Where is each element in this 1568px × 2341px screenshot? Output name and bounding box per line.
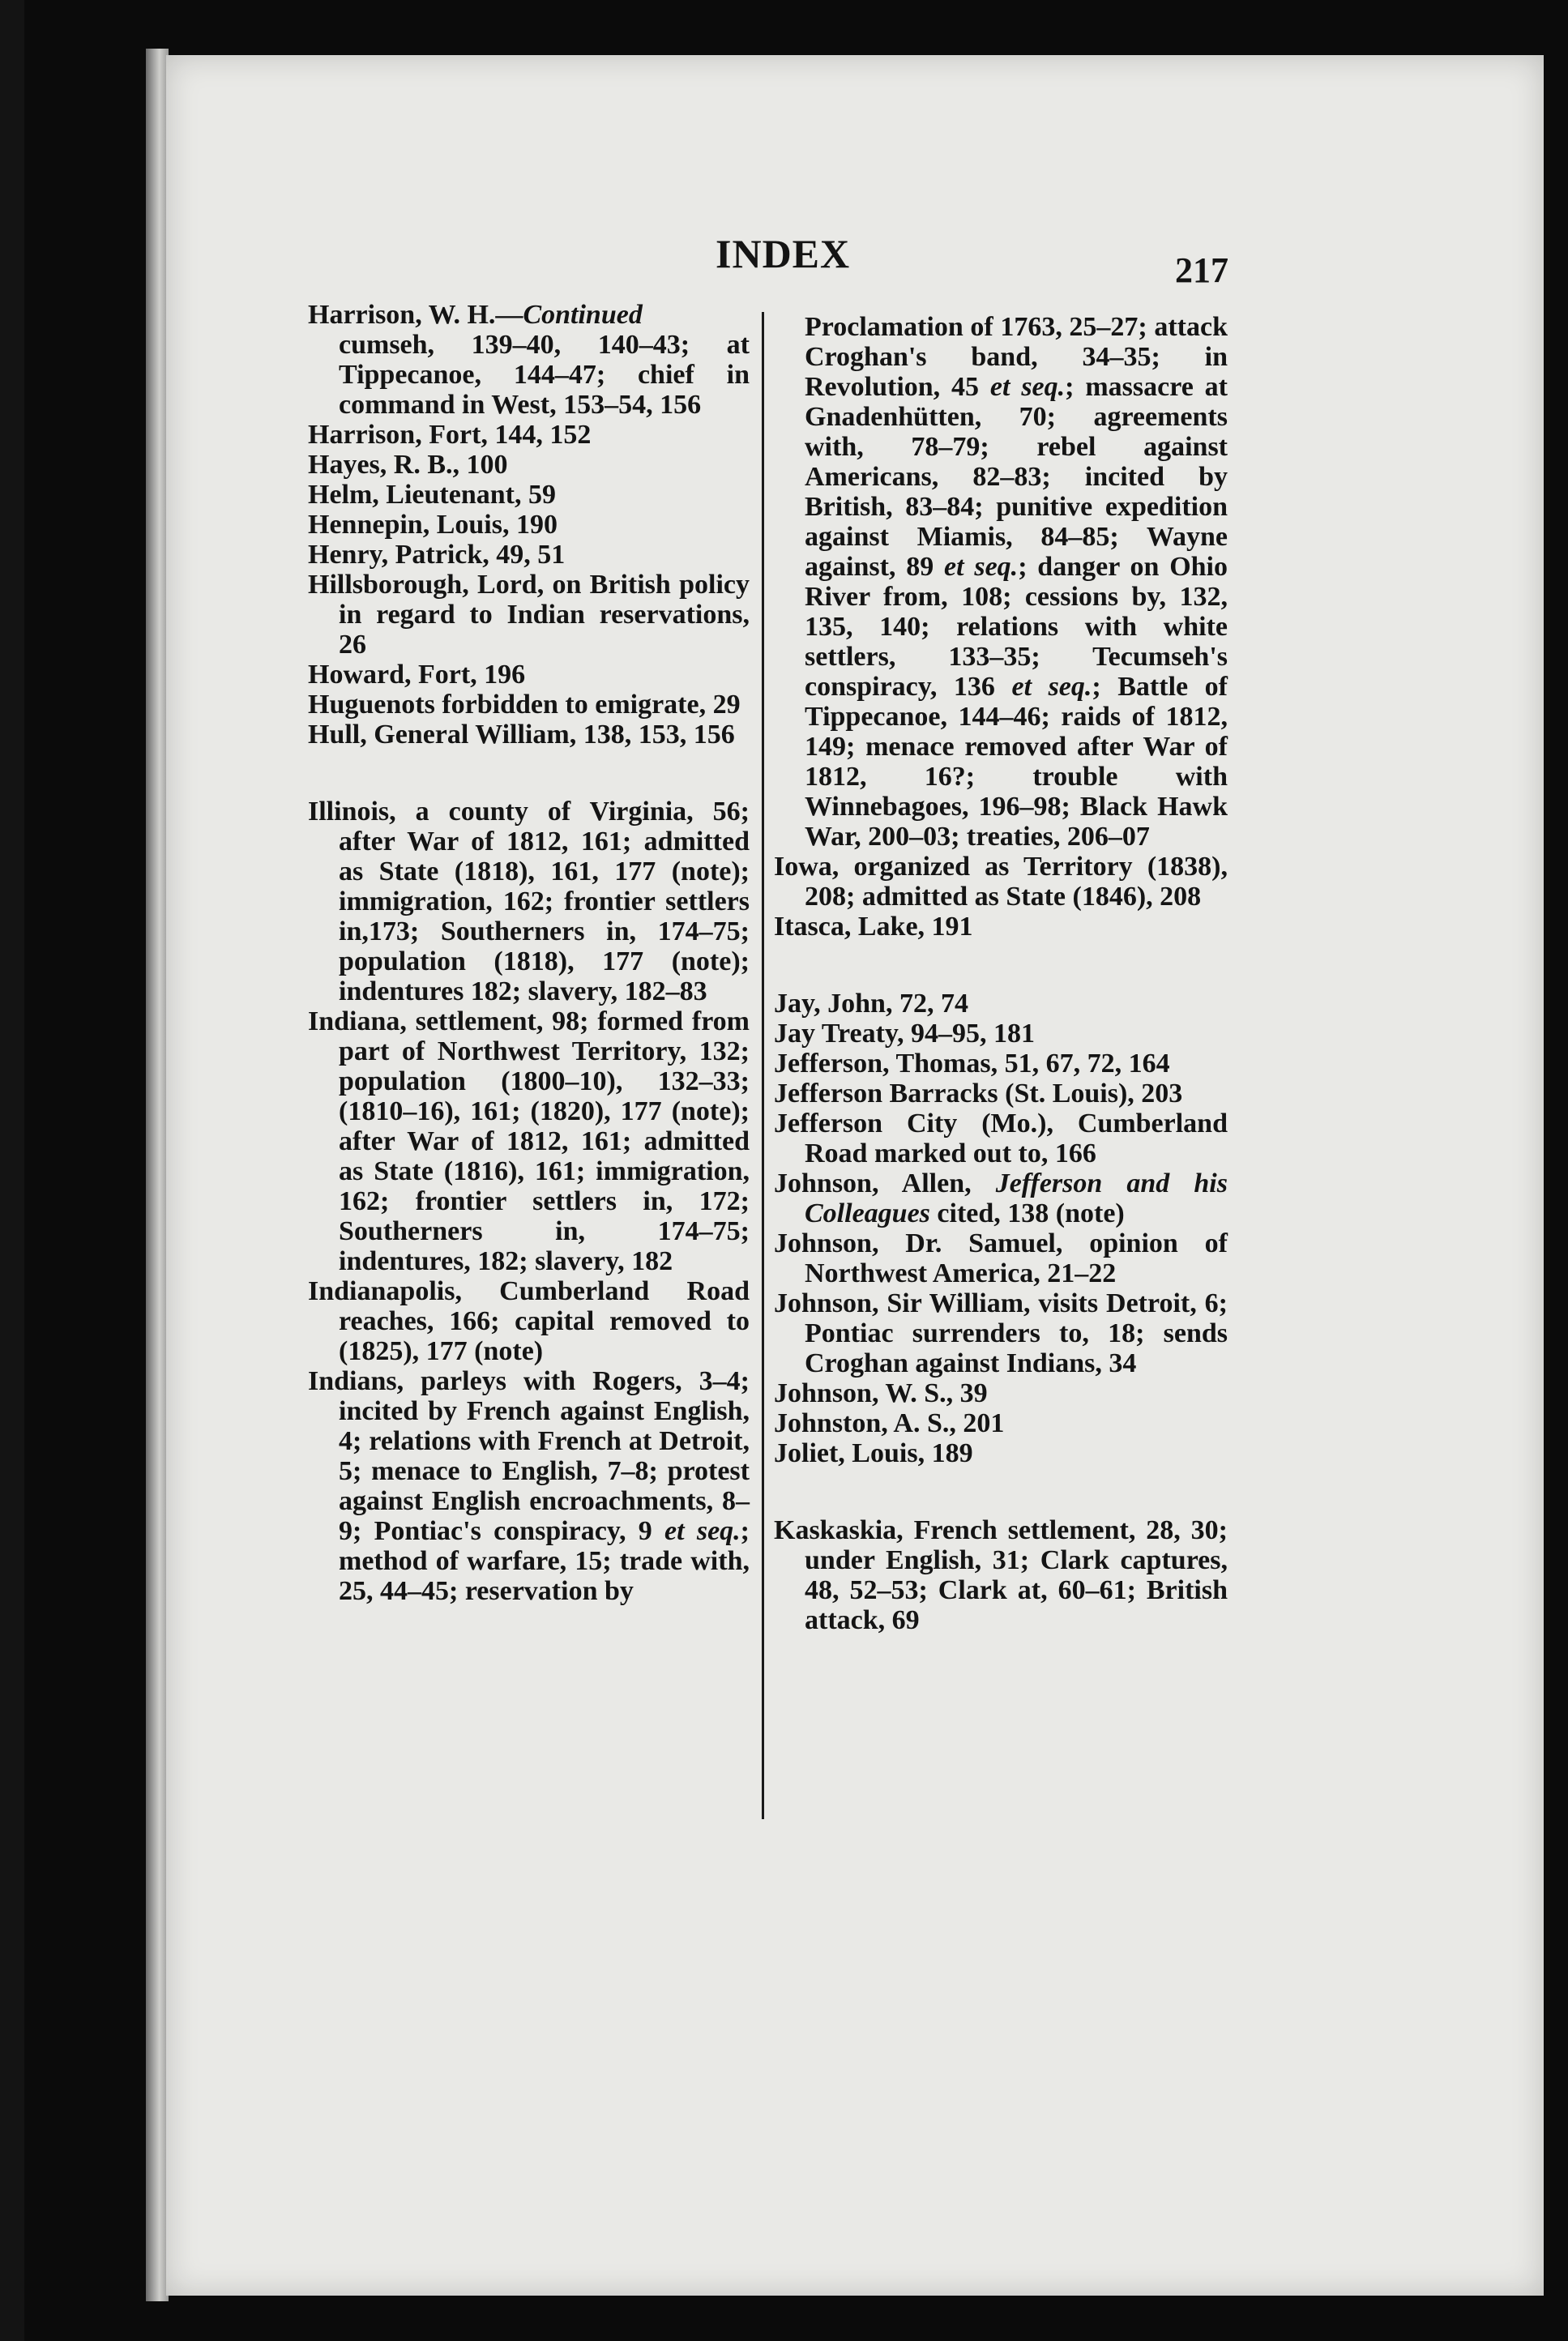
index-entry-johnston: Johnston, A. S., 201 bbox=[774, 1408, 1005, 1438]
index-entry-iowa: Iowa, organized as Territory (1838), 208; admitted as State (1846), 208 bbox=[774, 852, 1228, 912]
entry-italic: et seq. bbox=[1011, 672, 1092, 702]
index-entry-hillsborough: Hillsborough, Lord, on British policy in regard to Indian reservations, 26 bbox=[308, 570, 750, 660]
index-entry-howard: Howard, Fort, 196 bbox=[308, 660, 526, 690]
index-entry-hull: Hull, General William, 138, 153, 156 bbox=[308, 720, 735, 750]
entry-text: Johnson, Allen, bbox=[774, 1168, 996, 1198]
index-entry-jefferson-thomas: Jefferson, Thomas, 51, 67, 72, 164 bbox=[774, 1049, 1170, 1079]
index-entry-indiana: Indiana, settlement, 98; formed from part of Northwest Territory, 132; population (1800–10), 132–33; (1810–16), 161; (1820), 177 (note); after War of 1812, 161; admitted as State (1816), 161; immigration, 162; frontier settlers in, 172; Southerners in, 174–75; indentures, 182; slavery, 182 bbox=[308, 1006, 750, 1276]
index-entry-johnson-ws: Johnson, W. S., 39 bbox=[774, 1378, 988, 1408]
index-entry-johnson-william: Johnson, Sir William, visits Detroit, 6; Pontiac surrenders to, 18; sends Croghan against Indians, 34 bbox=[774, 1288, 1228, 1378]
scan-left-edge bbox=[0, 0, 24, 2341]
entry-text: ; Battle of Tippecanoe, 144–46; raids of 1812, 149; menace removed after War of 1812, 16?; trouble with Winnebagoes, 196–98; Black Hawk War, 200–03; treaties, 206–07 bbox=[805, 672, 1228, 852]
index-entry-hennepin: Hennepin, Louis, 190 bbox=[308, 510, 558, 540]
index-entry-indians-continued bbox=[774, 312, 1228, 852]
index-entry-henry: Henry, Patrick, 49, 51 bbox=[308, 540, 566, 570]
index-column-left bbox=[308, 300, 750, 1606]
index-entry-huguenots: Huguenots forbidden to emigrate, 29 bbox=[308, 690, 741, 720]
column-divider bbox=[762, 312, 764, 1819]
letter-section-gap bbox=[774, 1468, 1228, 1515]
index-entry-hayes: Hayes, R. B., 100 bbox=[308, 450, 508, 480]
index-entry-harrison-wh bbox=[308, 300, 750, 420]
entry-italic: et seq. bbox=[944, 552, 1019, 582]
index-entry-jefferson-city: Jefferson City (Mo.), Cumberland Road marked out to, 166 bbox=[774, 1109, 1228, 1168]
index-entry-jay-treaty: Jay Treaty, 94–95, 181 bbox=[774, 1019, 1036, 1049]
index-entry-johnson-allen bbox=[774, 1168, 1228, 1228]
letter-section-gap bbox=[308, 750, 750, 797]
index-entry-kaskaskia: Kaskaskia, French settlement, 28, 30; under English, 31; Clark captures, 48, 52–53; Clark at, 60–61; British attack, 69 bbox=[774, 1515, 1228, 1635]
index-entry-illinois: Illinois, a county of Virginia, 56; after War of 1812, 161; admitted as State (1818), 161, 177 (note); immigration, 162; frontier settlers in,173; Southerners in, 174–75; population (1818), 177 (note); indentures 182; slavery, 182–83 bbox=[308, 797, 750, 1006]
entry-heading: Harrison, W. H.— bbox=[308, 300, 523, 330]
index-entry-helm: Helm, Lieutenant, 59 bbox=[308, 480, 556, 510]
book-gutter bbox=[146, 49, 169, 2301]
index-entry-harrison-fort: Harrison, Fort, 144, 152 bbox=[308, 420, 592, 450]
index-entry-joliet: Joliet, Louis, 189 bbox=[774, 1438, 973, 1468]
entry-italic: et seq. bbox=[989, 372, 1066, 402]
index-entry-indianapolis: Indianapolis, Cumberland Road reaches, 166; capital removed to (1825), 177 (note) bbox=[308, 1276, 750, 1366]
letter-section-gap bbox=[774, 942, 1228, 989]
entry-text: cited, 138 (note) bbox=[929, 1198, 1125, 1228]
entry-continued: Continued bbox=[523, 300, 643, 330]
entry-text: ; method of warfare, 15; trade with, 25, 44–45; reservation by bbox=[339, 1516, 750, 1606]
index-entry-jay-john: Jay, John, 72, 74 bbox=[774, 989, 968, 1019]
entry-text: cumseh, 139–40, 140–43; at Tippecanoe, 144–47; chief in command in West, 153–54, 156 bbox=[339, 330, 750, 420]
entry-italic: Jefferson and his Colleagues bbox=[805, 1168, 1228, 1228]
index-column-right bbox=[774, 312, 1228, 1635]
entry-text: ; massacre at Gnadenhütten, 70; agreements with, 78–79; rebel against Americans, 82–83; incited by British, 83–84; punitive expedition against Miamis, 84–85; Wayne against, 89 bbox=[805, 372, 1228, 582]
entry-italic: et seq. bbox=[664, 1516, 741, 1546]
page-title: INDEX bbox=[716, 231, 851, 276]
index-entry-indians bbox=[308, 1366, 750, 1606]
index-entry-itasca: Itasca, Lake, 191 bbox=[774, 912, 973, 942]
entry-text: Indians, parleys with Rogers, 3–4; incited by French against English, 4; relations with French at Detroit, 5; menace to English, 7–8; protest against English encroachments, 8–9; Pontiac's conspiracy, 9 bbox=[308, 1366, 750, 1546]
page-number: 217 bbox=[1175, 250, 1228, 290]
index-entry-jefferson-barracks: Jefferson Barracks (St. Louis), 203 bbox=[774, 1079, 1183, 1109]
index-entry-johnson-samuel: Johnson, Dr. Samuel, opinion of Northwest America, 21–22 bbox=[774, 1228, 1228, 1288]
entry-text: ; danger on Ohio River from, 108; cessions by, 132, 135, 140; relations with white settlers, 133–35; Tecumseh's conspiracy, 136 bbox=[805, 552, 1228, 702]
entry-text: Proclamation of 1763, 25–27; attack Croghan's band, 34–35; in Revolution, 45 bbox=[805, 312, 1228, 402]
